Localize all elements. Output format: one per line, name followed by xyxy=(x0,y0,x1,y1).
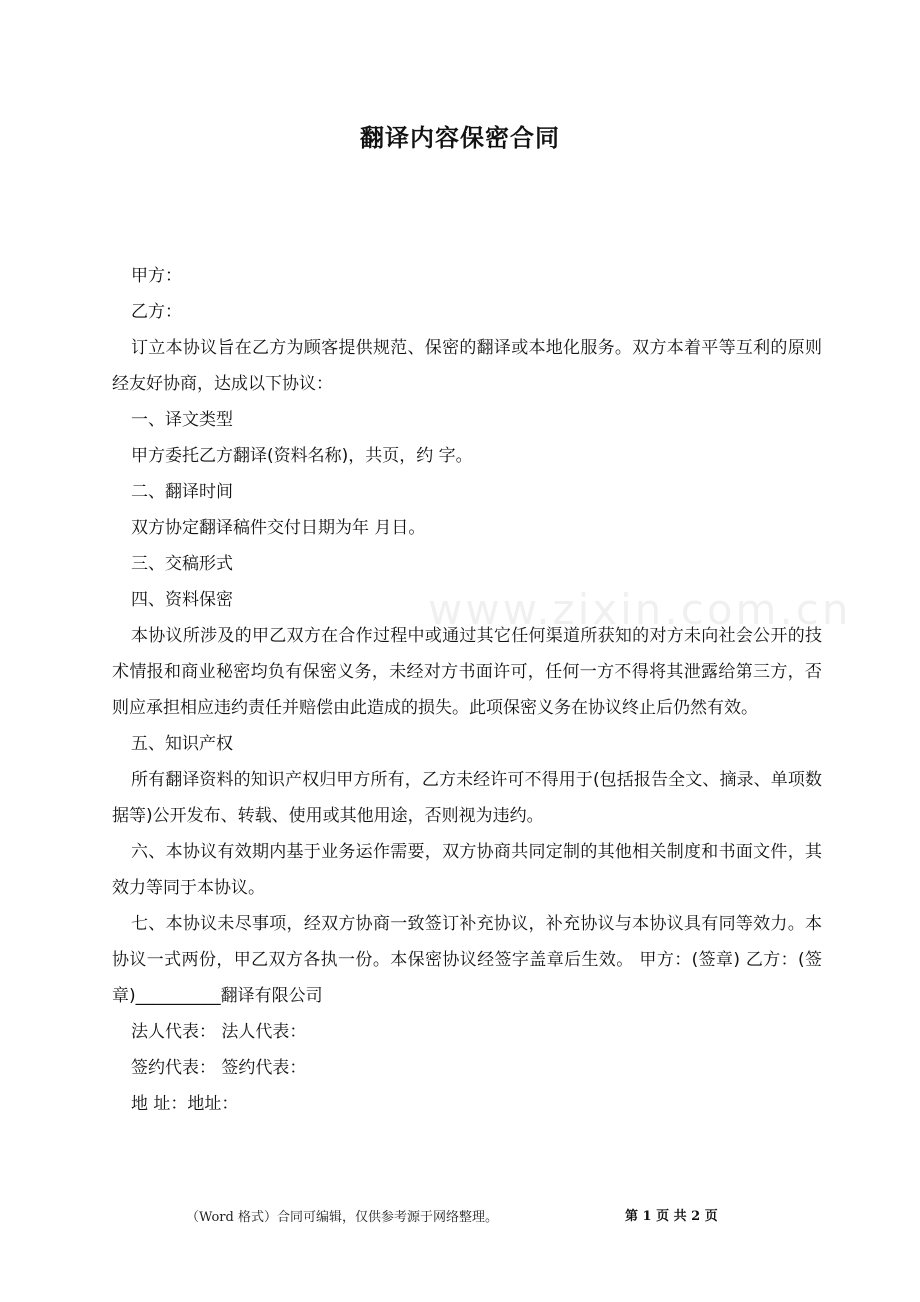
section-heading-2: 二、翻译时间 xyxy=(131,482,233,502)
section-text-1: 甲方委托乙方翻译(资料名称)，共页，约 字。 xyxy=(131,446,473,466)
section-heading-3: 三、交稿形式 xyxy=(131,554,233,574)
intro-paragraph: 订立本协议旨在乙方为顾客提供规范、保密的翻译或本地化服务。双方本着平等互利的原则经友好协商，达成以下协议： xyxy=(112,338,822,394)
section-heading-1: 一、译文类型 xyxy=(131,410,233,430)
legal-rep-line: 法人代表： 法人代表： xyxy=(131,1022,307,1042)
party-b-line: 乙方： xyxy=(131,302,182,322)
document-body xyxy=(112,258,822,1122)
address-line: 地 址：地址： xyxy=(131,1094,239,1114)
section-6-paragraph: 六、本协议有效期内基于业务运作需要，双方协商共同定制的其他相关制度和书面文件，其效力等同于本协议。 xyxy=(112,842,822,898)
party-a-line: 甲方： xyxy=(131,266,182,286)
section-heading-4: 四、资料保密 xyxy=(131,590,233,610)
section-text-2: 双方协定翻译稿件交付日期为年 月日。 xyxy=(131,518,426,538)
section-7-paragraph: 七、本协议未尽事项，经双方协商一致签订补充协议，补充协议与本协议具有同等效力。本协议一式两份，甲乙双方各执一份。本保密协议经签字盖章后生效。 甲方：(签章) 乙方：(签章)__________翻译有限公司 xyxy=(112,914,822,1006)
page-number: 第 1 页 共 2 页 xyxy=(625,1209,718,1224)
signatory-line: 签约代表： 签约代表： xyxy=(131,1058,307,1078)
watermark: www.zixin.com.cn xyxy=(428,585,852,634)
section-text-4: 本协议所涉及的甲乙双方在合作过程中或通过其它任何渠道所获知的对方未向社会公开的技术情报和商业秘密均负有保密义务，未经对方书面许可，任何一方不得将其泄露给第三方，否则应承担相应违约责任并赔偿由此造成的损失。此项保密义务在协议终止后仍然有效。 xyxy=(112,626,822,718)
section-heading-5: 五、知识产权 xyxy=(131,734,233,754)
footer-note: （Word 格式）合同可编辑，仅供参考源于网络整理。 xyxy=(186,1210,498,1225)
document-title: 翻译内容保密合同 xyxy=(360,124,560,152)
section-text-5: 所有翻译资料的知识产权归甲方所有，乙方未经许可不得用于(包括报告全文、摘录、单项数据等)公开发布、转载、使用或其他用途，否则视为违约。 xyxy=(112,770,822,826)
